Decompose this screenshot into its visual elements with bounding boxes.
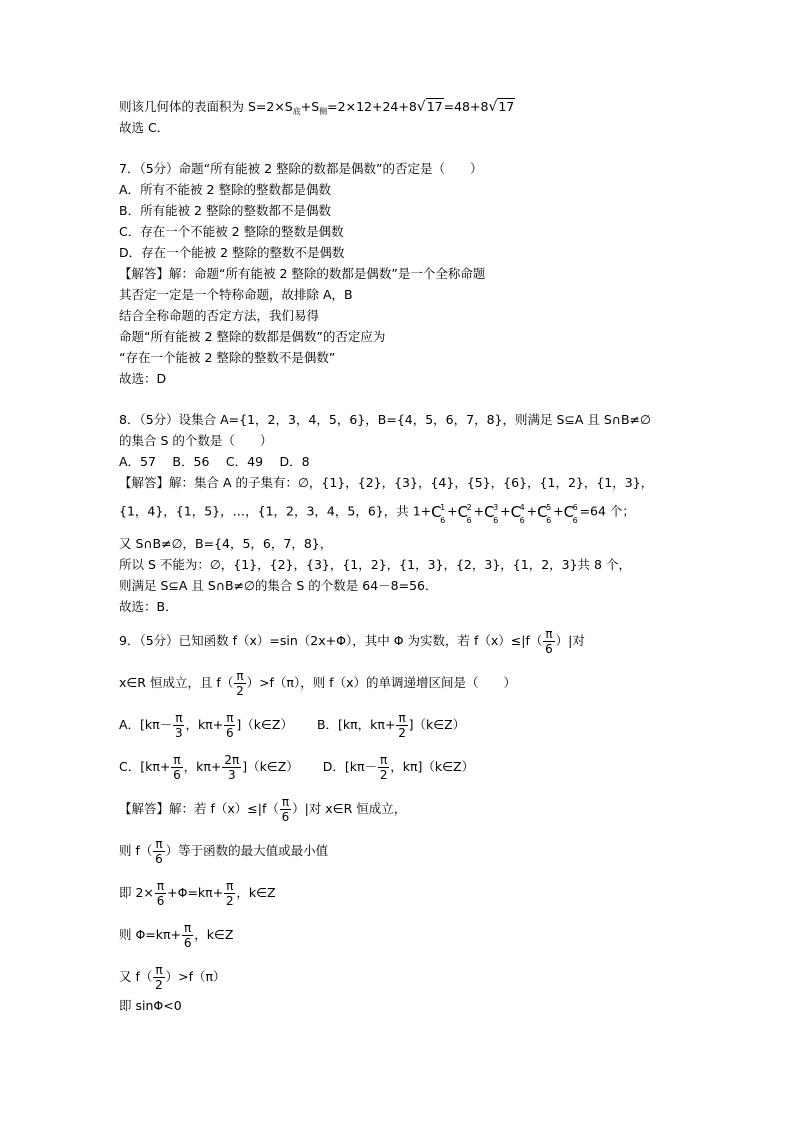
text: 则 f（ xyxy=(119,843,153,858)
q8-stem-2: 的集合 S 的个数是（ ） xyxy=(119,433,273,448)
text: ，{1}，{2}，{3}，{4}，{5}，{6}，{1，2}，{1，3}， xyxy=(308,475,654,490)
denominator: 3 xyxy=(175,726,183,740)
denominator: 6 xyxy=(281,810,290,824)
numerator: 2π xyxy=(224,753,240,767)
numerator: π xyxy=(226,879,234,893)
empty-set-symbol: ∅ xyxy=(298,475,309,490)
text: 又 S∩B≠ xyxy=(119,536,172,551)
text: 8．（5分）设集合 A={1，2，3，4，5，6}，B={4，5，6，7，8}，则满足 S⊆A 且 S∩B≠ xyxy=(119,412,641,427)
q8-solution-5 xyxy=(119,578,438,594)
q7-solution-5: “存在一个能被 2 整除的整数不是偶数” xyxy=(119,350,336,365)
text: =2×12+24+8 xyxy=(327,99,417,114)
text: 的集合 S 的个数是 64－8=56． xyxy=(254,578,438,593)
text: 【解答】解：若 f（x）≤|f（ xyxy=(119,801,279,816)
numerator: π xyxy=(398,711,406,725)
comb-k: 4 xyxy=(519,503,525,512)
radical-sign: √ xyxy=(488,99,498,115)
comb-n: 6 xyxy=(546,516,552,525)
combination-3 xyxy=(484,503,500,525)
text: ）等于函数的最大值或最小值 xyxy=(165,843,329,858)
fraction-pi-over-2 xyxy=(224,879,235,908)
q6-surface-area-line xyxy=(119,99,515,120)
combination-2 xyxy=(457,503,474,525)
fraction-pi-over-6 xyxy=(153,837,164,866)
subscript: 底 xyxy=(292,107,301,116)
denominator: 3 xyxy=(227,768,236,782)
text: ）>f（π），则 f（x）的单调递增区间是（ ） xyxy=(246,675,516,690)
q9-options-ab xyxy=(119,711,465,740)
text: ，kπ]（k∈Z） xyxy=(390,759,475,774)
radicand: 17 xyxy=(426,99,443,114)
comb-n: 6 xyxy=(440,516,446,525)
fraction-pi-over-6 xyxy=(543,627,554,656)
fraction-pi-over-6 xyxy=(224,711,235,740)
q8-stem-1 xyxy=(119,412,651,428)
fraction-pi-over-2 xyxy=(396,711,407,740)
comb-n: 6 xyxy=(466,516,472,525)
numerator: π xyxy=(173,753,181,767)
q9-solution-6: 即 sinΦ<0 xyxy=(119,998,182,1013)
q7-solution-4: 命题“所有能被 2 整除的数都是偶数”的否定应为 xyxy=(119,329,386,344)
denominator: 2 xyxy=(398,726,406,740)
plus: + xyxy=(473,503,485,519)
text: ，k∈Z xyxy=(236,885,276,900)
radical-sign: √ xyxy=(416,99,426,115)
q8-solution-3 xyxy=(119,536,332,552)
denominator: 2 xyxy=(379,768,388,782)
fraction-pi-over-2 xyxy=(153,963,164,992)
denominator: 6 xyxy=(173,768,181,782)
comb-k: 5 xyxy=(546,503,552,512)
q7-solution-2: 其否定一定是一个特称命题，故排除 A，B xyxy=(119,287,353,302)
q8-options: A．57 B．56 C．49 D．8 xyxy=(119,454,310,469)
comb-letter: C xyxy=(510,503,522,521)
text: ，B={4，5，6，7，8}， xyxy=(182,536,333,551)
subscript: 侧 xyxy=(319,107,328,116)
numerator: π xyxy=(155,837,163,851)
plus: + xyxy=(447,503,458,519)
plus: + xyxy=(526,503,538,519)
text: 即 2× xyxy=(119,885,154,900)
q9-options-cd xyxy=(119,753,474,782)
fraction-pi-over-2 xyxy=(234,669,245,698)
denominator: 6 xyxy=(225,726,234,740)
comb-n: 6 xyxy=(493,516,499,525)
combination-5 xyxy=(537,503,553,525)
q8-solution-4 xyxy=(119,557,631,573)
q7-stem: 7．（5分）命题“所有能被 2 整除的数都是偶数”的否定是（ ） xyxy=(119,161,483,176)
fraction-pi-over-3 xyxy=(173,711,184,740)
numerator: π xyxy=(226,711,234,725)
q7-option-d: D．存在一个能被 2 整除的整数不是偶数 xyxy=(119,245,345,260)
comb-k: 1 xyxy=(440,503,446,512)
empty-set-symbol: ∅ xyxy=(244,578,255,593)
denominator: 6 xyxy=(545,642,553,656)
text: ，kπ+ xyxy=(183,759,222,774)
denominator: 6 xyxy=(155,852,163,866)
q8-solution-1 xyxy=(119,475,653,491)
q9-solution-4 xyxy=(119,921,233,950)
text: 则满足 S⊆A 且 S∩B≠ xyxy=(119,578,245,593)
text: ，k∈Z xyxy=(194,927,234,942)
q7-option-b: B．所有能被 2 整除的整数都不是偶数 xyxy=(119,203,331,218)
numerator: π xyxy=(545,627,553,641)
numerator: π xyxy=(281,795,290,809)
combination-1 xyxy=(431,503,447,525)
q8-solution-2 xyxy=(119,503,635,525)
text: ，kπ+ xyxy=(185,717,224,732)
numerator: π xyxy=(175,711,183,725)
comb-letter: C xyxy=(484,503,495,521)
numerator: π xyxy=(156,879,165,893)
fraction-2pi-over-3 xyxy=(222,753,241,782)
text: ）|对 xyxy=(555,633,585,648)
q9-solution-5 xyxy=(119,963,226,992)
text: ）>f（π） xyxy=(165,969,226,984)
q7-solution-1: 【解答】解：命题“所有能被 2 整除的数都是偶数”是一个全称命题 xyxy=(119,266,486,281)
text: C．[kπ+ xyxy=(119,759,171,774)
numerator: π xyxy=(155,963,163,977)
comb-n: 6 xyxy=(519,516,525,525)
text: ）|对 x∈R 恒成立， xyxy=(292,801,407,816)
comb-k: 2 xyxy=(466,503,472,512)
text: ，{1}，{2}，{3}，{1，2}，{1，3}，{2，3}，{1，2，3}共 8 个， xyxy=(220,557,631,572)
comb-k: 6 xyxy=(572,503,578,512)
combination-6 xyxy=(563,503,580,525)
text: 所以 S 不能为： xyxy=(119,557,210,572)
text: 【解答】解：集合 A 的子集有： xyxy=(119,475,298,490)
q7-option-c: C．存在一个不能被 2 整除的整数是偶数 xyxy=(119,224,344,239)
text: ]（k∈Z） xyxy=(408,717,466,732)
q9-solution-2 xyxy=(119,837,328,866)
numerator: π xyxy=(380,753,388,767)
text: A．[kπ－ xyxy=(119,717,173,732)
comb-letter: C xyxy=(457,503,469,521)
text: 则该几何体的表面积为 S=2×S xyxy=(119,99,293,114)
denominator: 6 xyxy=(156,894,165,908)
comb-n: 6 xyxy=(572,516,578,525)
fraction-pi-over-2 xyxy=(378,753,389,782)
text: {1，4}，{1，5}，…，{1，2，3，4，5，6}，共 1+ xyxy=(119,503,432,519)
q7-answer: 故选：D xyxy=(119,371,167,386)
text: =64 个； xyxy=(579,503,635,519)
q9-solution-1 xyxy=(119,795,406,824)
denominator: 2 xyxy=(236,684,244,698)
numerator: π xyxy=(184,921,192,935)
text: ]（k∈Z） xyxy=(242,759,299,774)
denominator: 2 xyxy=(155,978,163,992)
q7-option-a: A．所有不能被 2 整除的整数都是偶数 xyxy=(119,182,331,197)
empty-set-symbol: ∅ xyxy=(640,412,651,427)
denominator: 2 xyxy=(225,894,234,908)
text: 又 f（ xyxy=(119,969,153,984)
radicand: 17 xyxy=(498,99,515,114)
text: +S xyxy=(300,99,320,114)
denominator: 6 xyxy=(183,936,192,950)
q8-answer: 故选：B． xyxy=(119,599,178,614)
comb-letter: C xyxy=(431,503,442,521)
fraction-pi-over-6 xyxy=(155,879,166,908)
text: =48+8 xyxy=(443,99,489,114)
fraction-pi-over-6 xyxy=(182,921,193,950)
comb-letter: C xyxy=(537,503,548,521)
text: x∈R 恒成立，且 f（ xyxy=(119,675,234,690)
q9-stem-1 xyxy=(119,627,585,656)
q9-stem-2 xyxy=(119,669,516,698)
text: D．[kπ－ xyxy=(322,759,378,774)
text: ]（k∈Z） xyxy=(236,717,293,732)
text: 9．（5分）已知函数 f（x）=sin（2x+Φ），其中 Φ 为实数，若 f（x）≤|f（ xyxy=(119,633,543,648)
text: B．[kπ，kπ+ xyxy=(316,717,396,732)
text: +Φ=kπ+ xyxy=(167,885,224,900)
fraction-pi-over-6 xyxy=(171,753,182,782)
q6-answer: 故选 C． xyxy=(119,120,170,135)
empty-set-symbol: ∅ xyxy=(171,536,183,551)
comb-k: 3 xyxy=(493,503,499,512)
combination-4 xyxy=(510,503,527,525)
plus: + xyxy=(553,503,564,519)
q7-solution-3: 结合全称命题的否定方法，我们易得 xyxy=(119,308,320,323)
numerator: π xyxy=(236,669,244,683)
comb-letter: C xyxy=(563,503,575,521)
fraction-pi-over-6 xyxy=(280,795,291,824)
text: 则 Φ=kπ+ xyxy=(119,927,182,942)
empty-set-symbol: ∅ xyxy=(209,557,221,572)
plus: + xyxy=(500,503,511,519)
q9-solution-3 xyxy=(119,879,276,908)
